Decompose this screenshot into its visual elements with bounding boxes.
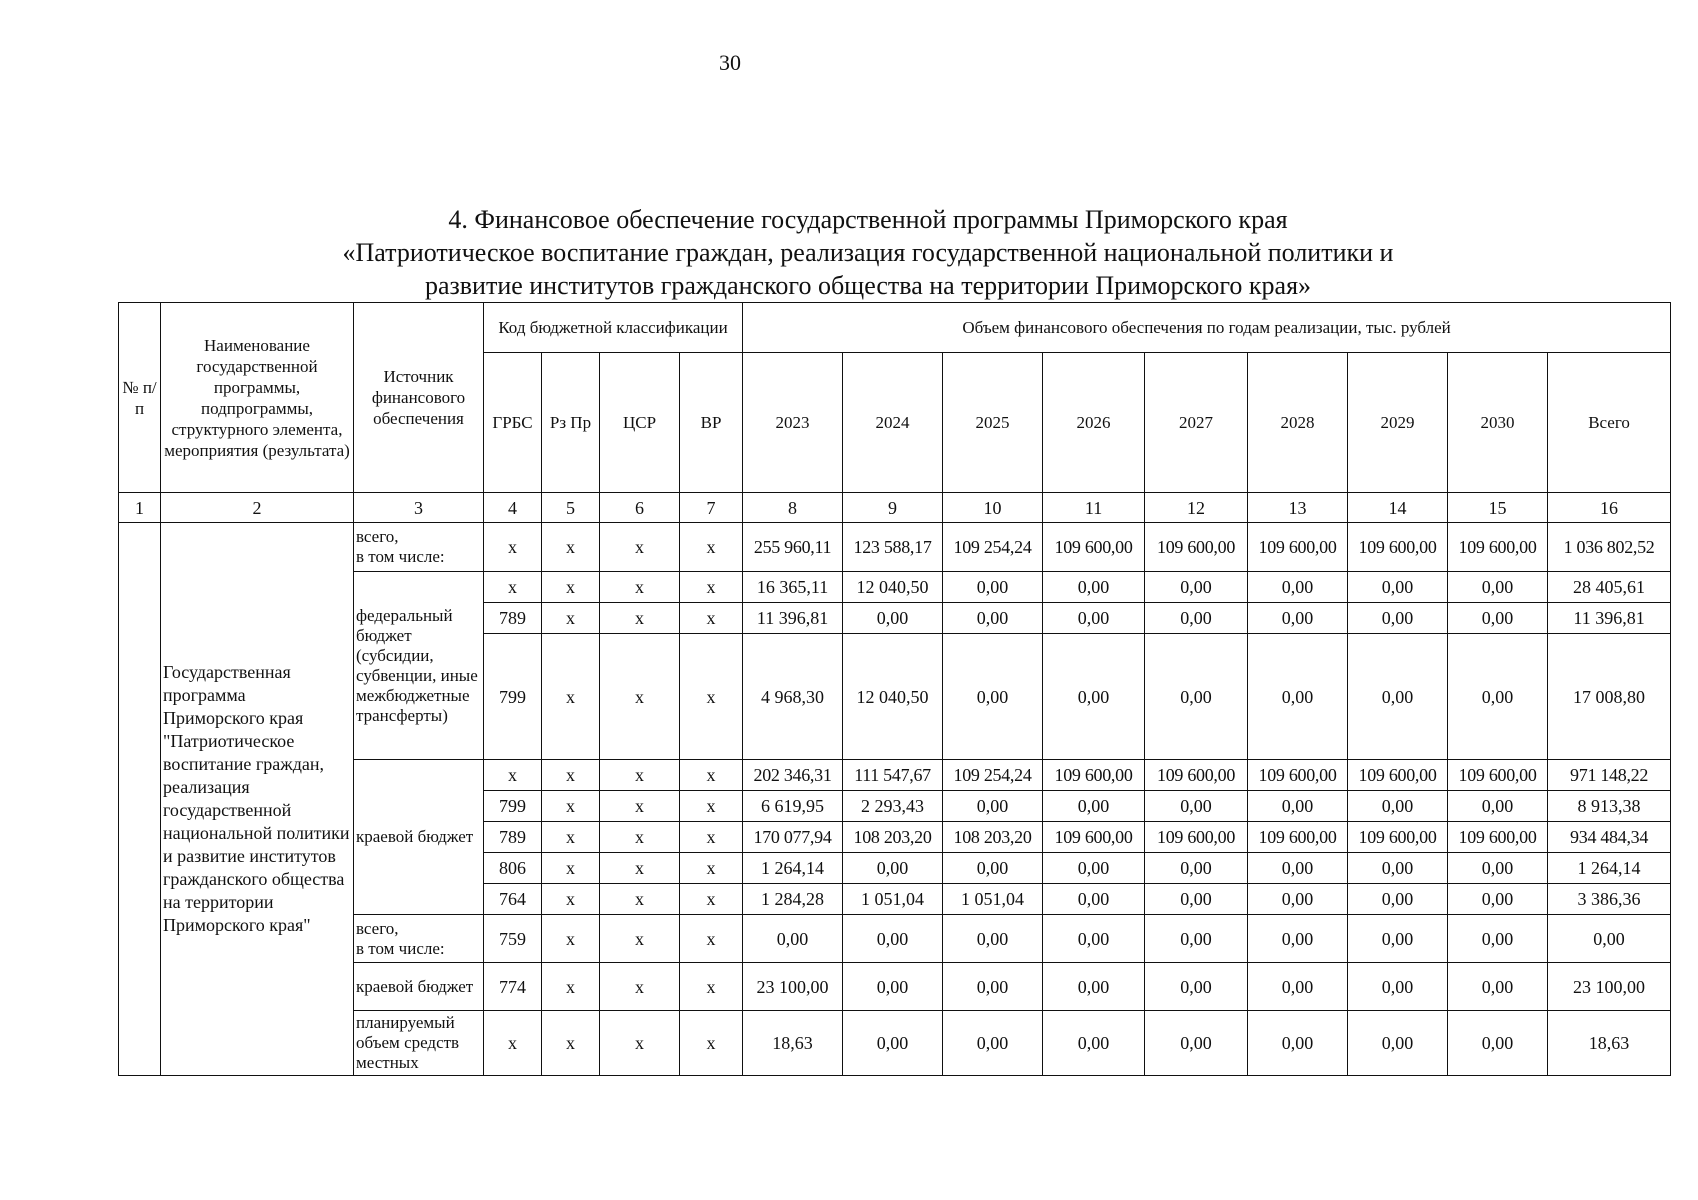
value-year: 0,00 — [1043, 634, 1145, 760]
source-total: всего, в том числе: — [354, 523, 484, 572]
value-year: 12 040,50 — [843, 634, 943, 760]
header-source: Источник финансового обеспечения — [354, 303, 484, 493]
header-year: 2027 — [1145, 353, 1248, 493]
value-year: 0,00 — [1043, 915, 1145, 963]
code-csr: х — [600, 915, 680, 963]
title-line-1: 4. Финансовое обеспечение государственной программы Приморского края — [448, 205, 1288, 234]
header-name: Наименование государственной программы, подпрограммы, структурного элемента, мероприятия (результата) — [161, 303, 354, 493]
value-year: 4 968,30 — [743, 634, 843, 760]
value-year: 0,00 — [1248, 791, 1348, 822]
value-year: 109 600,00 — [1448, 523, 1548, 572]
value-total: 1 036 802,52 — [1548, 523, 1671, 572]
value-year: 109 600,00 — [1248, 523, 1348, 572]
value-year: 1 264,14 — [743, 853, 843, 884]
code-rzpr: х — [542, 603, 600, 634]
code-csr: х — [600, 760, 680, 791]
code-csr: х — [600, 634, 680, 760]
column-number: 12 — [1145, 493, 1248, 523]
value-year: 0,00 — [1348, 791, 1448, 822]
value-year: 109 600,00 — [1145, 822, 1248, 853]
value-year: 109 600,00 — [1348, 760, 1448, 791]
source-regional: краевой бюджет — [354, 963, 484, 1011]
code-grbs: 764 — [484, 884, 542, 915]
column-number: 11 — [1043, 493, 1145, 523]
header-vr: ВР — [680, 353, 743, 493]
column-number: 1 — [119, 493, 161, 523]
code-csr: х — [600, 603, 680, 634]
value-year: 1 051,04 — [943, 884, 1043, 915]
source-local: планируемый объем средств местных — [354, 1011, 484, 1076]
column-number-row — [119, 493, 1671, 523]
code-rzpr: х — [542, 853, 600, 884]
value-year: 0,00 — [1248, 915, 1348, 963]
value-year: 18,63 — [743, 1011, 843, 1076]
value-year: 0,00 — [1448, 915, 1548, 963]
row-number-cell — [119, 523, 161, 1076]
value-year: 0,00 — [1348, 853, 1448, 884]
value-year: 0,00 — [1348, 915, 1448, 963]
value-year: 0,00 — [1043, 791, 1145, 822]
value-total: 971 148,22 — [1548, 760, 1671, 791]
value-year: 111 547,67 — [843, 760, 943, 791]
header-year: 2029 — [1348, 353, 1448, 493]
value-year: 0,00 — [1348, 884, 1448, 915]
code-rzpr: х — [542, 822, 600, 853]
value-year: 0,00 — [1145, 603, 1248, 634]
code-vr: х — [680, 822, 743, 853]
value-total: 18,63 — [1548, 1011, 1671, 1076]
value-year: 0,00 — [943, 853, 1043, 884]
value-year: 11 396,81 — [743, 603, 843, 634]
value-year: 108 203,20 — [843, 822, 943, 853]
code-csr: х — [600, 963, 680, 1011]
value-year: 0,00 — [1448, 884, 1548, 915]
value-year: 0,00 — [1448, 1011, 1548, 1076]
code-vr: х — [680, 634, 743, 760]
value-year: 0,00 — [1248, 963, 1348, 1011]
value-total: 934 484,34 — [1548, 822, 1671, 853]
value-year: 0,00 — [1145, 572, 1248, 603]
value-year: 109 254,24 — [943, 523, 1043, 572]
value-year: 0,00 — [1248, 603, 1348, 634]
value-total: 8 913,38 — [1548, 791, 1671, 822]
column-number: 7 — [680, 493, 743, 523]
code-grbs: 759 — [484, 915, 542, 963]
financing-table — [118, 302, 1671, 1076]
value-year: 0,00 — [1145, 1011, 1248, 1076]
value-year: 109 600,00 — [1348, 822, 1448, 853]
value-year: 0,00 — [943, 603, 1043, 634]
header-grbs: ГРБС — [484, 353, 542, 493]
header-rzpr: Рз Пр — [542, 353, 600, 493]
header-year: 2023 — [743, 353, 843, 493]
code-vr: х — [680, 760, 743, 791]
code-grbs: х — [484, 1011, 542, 1076]
header-total: Всего — [1548, 353, 1671, 493]
value-year: 2 293,43 — [843, 791, 943, 822]
value-year: 109 600,00 — [1248, 822, 1348, 853]
value-year: 0,00 — [1043, 572, 1145, 603]
value-year: 123 588,17 — [843, 523, 943, 572]
code-csr: х — [600, 884, 680, 915]
header-year: 2024 — [843, 353, 943, 493]
code-csr: х — [600, 822, 680, 853]
value-year: 0,00 — [1448, 634, 1548, 760]
value-year: 0,00 — [1043, 603, 1145, 634]
value-year: 0,00 — [843, 853, 943, 884]
value-year: 0,00 — [1348, 1011, 1448, 1076]
code-vr: х — [680, 603, 743, 634]
value-year: 0,00 — [1448, 853, 1548, 884]
value-year: 0,00 — [1248, 853, 1348, 884]
column-number: 16 — [1548, 493, 1671, 523]
header-year: 2026 — [1043, 353, 1145, 493]
header-num: № п/п — [119, 303, 161, 493]
code-grbs: 789 — [484, 603, 542, 634]
value-year: 23 100,00 — [743, 963, 843, 1011]
value-year: 0,00 — [1348, 572, 1448, 603]
value-year: 0,00 — [1145, 853, 1248, 884]
column-number: 8 — [743, 493, 843, 523]
code-vr: х — [680, 963, 743, 1011]
column-number: 6 — [600, 493, 680, 523]
code-csr: х — [600, 791, 680, 822]
source-federal: федеральный бюджет (субсидии, субвенции, иные межбюджетные трансферты) — [354, 572, 484, 760]
code-vr: х — [680, 791, 743, 822]
value-year: 0,00 — [1348, 603, 1448, 634]
code-rzpr: х — [542, 1011, 600, 1076]
code-vr: х — [680, 884, 743, 915]
title-line-3: развитие институтов гражданского общества на территории Приморского края» — [424, 271, 1312, 300]
value-year: 109 600,00 — [1145, 523, 1248, 572]
value-year: 0,00 — [1145, 884, 1248, 915]
code-csr: х — [600, 853, 680, 884]
value-year: 0,00 — [1043, 884, 1145, 915]
value-year: 12 040,50 — [843, 572, 943, 603]
value-year: 109 600,00 — [1043, 822, 1145, 853]
value-year: 0,00 — [943, 963, 1043, 1011]
value-year: 0,00 — [1348, 634, 1448, 760]
header-volume: Объем финансового обеспечения по годам реализации, тыс. рублей — [743, 303, 1671, 353]
value-year: 0,00 — [1448, 603, 1548, 634]
code-grbs: 799 — [484, 791, 542, 822]
header-year: 2028 — [1248, 353, 1348, 493]
code-csr: х — [600, 523, 680, 572]
value-year: 109 254,24 — [943, 760, 1043, 791]
title-line-2: «Патриотическое воспитание граждан, реализация государственной национальной политики и — [342, 238, 1394, 267]
code-grbs: 774 — [484, 963, 542, 1011]
value-year: 0,00 — [1248, 634, 1348, 760]
code-vr: х — [680, 523, 743, 572]
value-year: 109 600,00 — [1043, 523, 1145, 572]
value-total: 11 396,81 — [1548, 603, 1671, 634]
code-grbs: х — [484, 572, 542, 603]
value-year: 0,00 — [943, 572, 1043, 603]
value-year: 0,00 — [1348, 963, 1448, 1011]
column-number: 10 — [943, 493, 1043, 523]
code-rzpr: х — [542, 884, 600, 915]
code-rzpr: х — [542, 791, 600, 822]
value-year: 109 600,00 — [1448, 760, 1548, 791]
value-year: 202 346,31 — [743, 760, 843, 791]
code-vr: х — [680, 853, 743, 884]
value-year: 0,00 — [1145, 634, 1248, 760]
code-rzpr: х — [542, 963, 600, 1011]
value-year: 0,00 — [843, 915, 943, 963]
code-csr: х — [600, 572, 680, 603]
source-regional: краевой бюджет — [354, 760, 484, 915]
value-year: 0,00 — [943, 791, 1043, 822]
value-year: 0,00 — [843, 1011, 943, 1076]
value-year: 0,00 — [1145, 791, 1248, 822]
source-total: всего, в том числе: — [354, 915, 484, 963]
code-rzpr: х — [542, 634, 600, 760]
table-row — [119, 523, 1671, 572]
value-year: 0,00 — [943, 634, 1043, 760]
value-year: 1 284,28 — [743, 884, 843, 915]
value-year: 0,00 — [843, 603, 943, 634]
code-rzpr: х — [542, 760, 600, 791]
value-year: 0,00 — [1448, 963, 1548, 1011]
header-csr: ЦСР — [600, 353, 680, 493]
value-year: 0,00 — [1043, 963, 1145, 1011]
column-number: 13 — [1248, 493, 1348, 523]
value-year: 0,00 — [1145, 963, 1248, 1011]
value-year: 0,00 — [1448, 572, 1548, 603]
column-number: 4 — [484, 493, 542, 523]
value-year: 0,00 — [943, 915, 1043, 963]
value-year: 109 600,00 — [1348, 523, 1448, 572]
value-total: 17 008,80 — [1548, 634, 1671, 760]
value-year: 0,00 — [843, 963, 943, 1011]
column-number: 15 — [1448, 493, 1548, 523]
value-total: 3 386,36 — [1548, 884, 1671, 915]
value-total: 23 100,00 — [1548, 963, 1671, 1011]
header-budget-code: Код бюджетной классификации — [484, 303, 743, 353]
code-rzpr: х — [542, 572, 600, 603]
value-year: 0,00 — [1248, 884, 1348, 915]
column-number: 9 — [843, 493, 943, 523]
program-name: Государственная программа Приморского края "Патриотическое воспитание граждан, реализация государственной национальной политики и развитие институтов гражданского общества на территории Приморского края" — [161, 523, 354, 1076]
value-total: 0,00 — [1548, 915, 1671, 963]
value-year: 0,00 — [1043, 1011, 1145, 1076]
value-year: 0,00 — [1248, 572, 1348, 603]
value-year: 109 600,00 — [1448, 822, 1548, 853]
header-year: 2030 — [1448, 353, 1548, 493]
value-year: 0,00 — [1448, 791, 1548, 822]
column-number: 5 — [542, 493, 600, 523]
value-year: 170 077,94 — [743, 822, 843, 853]
code-vr: х — [680, 572, 743, 603]
value-year: 16 365,11 — [743, 572, 843, 603]
value-year: 0,00 — [1043, 853, 1145, 884]
code-grbs: х — [484, 760, 542, 791]
value-total: 1 264,14 — [1548, 853, 1671, 884]
value-year: 108 203,20 — [943, 822, 1043, 853]
value-total: 28 405,61 — [1548, 572, 1671, 603]
value-year: 109 600,00 — [1145, 760, 1248, 791]
value-year: 0,00 — [1145, 915, 1248, 963]
value-year: 1 051,04 — [843, 884, 943, 915]
value-year: 0,00 — [943, 1011, 1043, 1076]
value-year: 109 600,00 — [1043, 760, 1145, 791]
code-grbs: 789 — [484, 822, 542, 853]
section-title — [118, 203, 1618, 302]
code-grbs: 799 — [484, 634, 542, 760]
value-year: 6 619,95 — [743, 791, 843, 822]
column-number: 2 — [161, 493, 354, 523]
code-grbs: 806 — [484, 853, 542, 884]
code-vr: х — [680, 915, 743, 963]
header-year: 2025 — [943, 353, 1043, 493]
column-number: 14 — [1348, 493, 1448, 523]
code-csr: х — [600, 1011, 680, 1076]
value-year: 0,00 — [743, 915, 843, 963]
value-year: 109 600,00 — [1248, 760, 1348, 791]
value-year: 255 960,11 — [743, 523, 843, 572]
value-year: 0,00 — [1248, 1011, 1348, 1076]
page-number: 30 — [719, 50, 741, 75]
code-rzpr: х — [542, 523, 600, 572]
table-body — [119, 523, 1671, 1076]
code-rzpr: х — [542, 915, 600, 963]
code-vr: х — [680, 1011, 743, 1076]
code-grbs: х — [484, 523, 542, 572]
column-number: 3 — [354, 493, 484, 523]
